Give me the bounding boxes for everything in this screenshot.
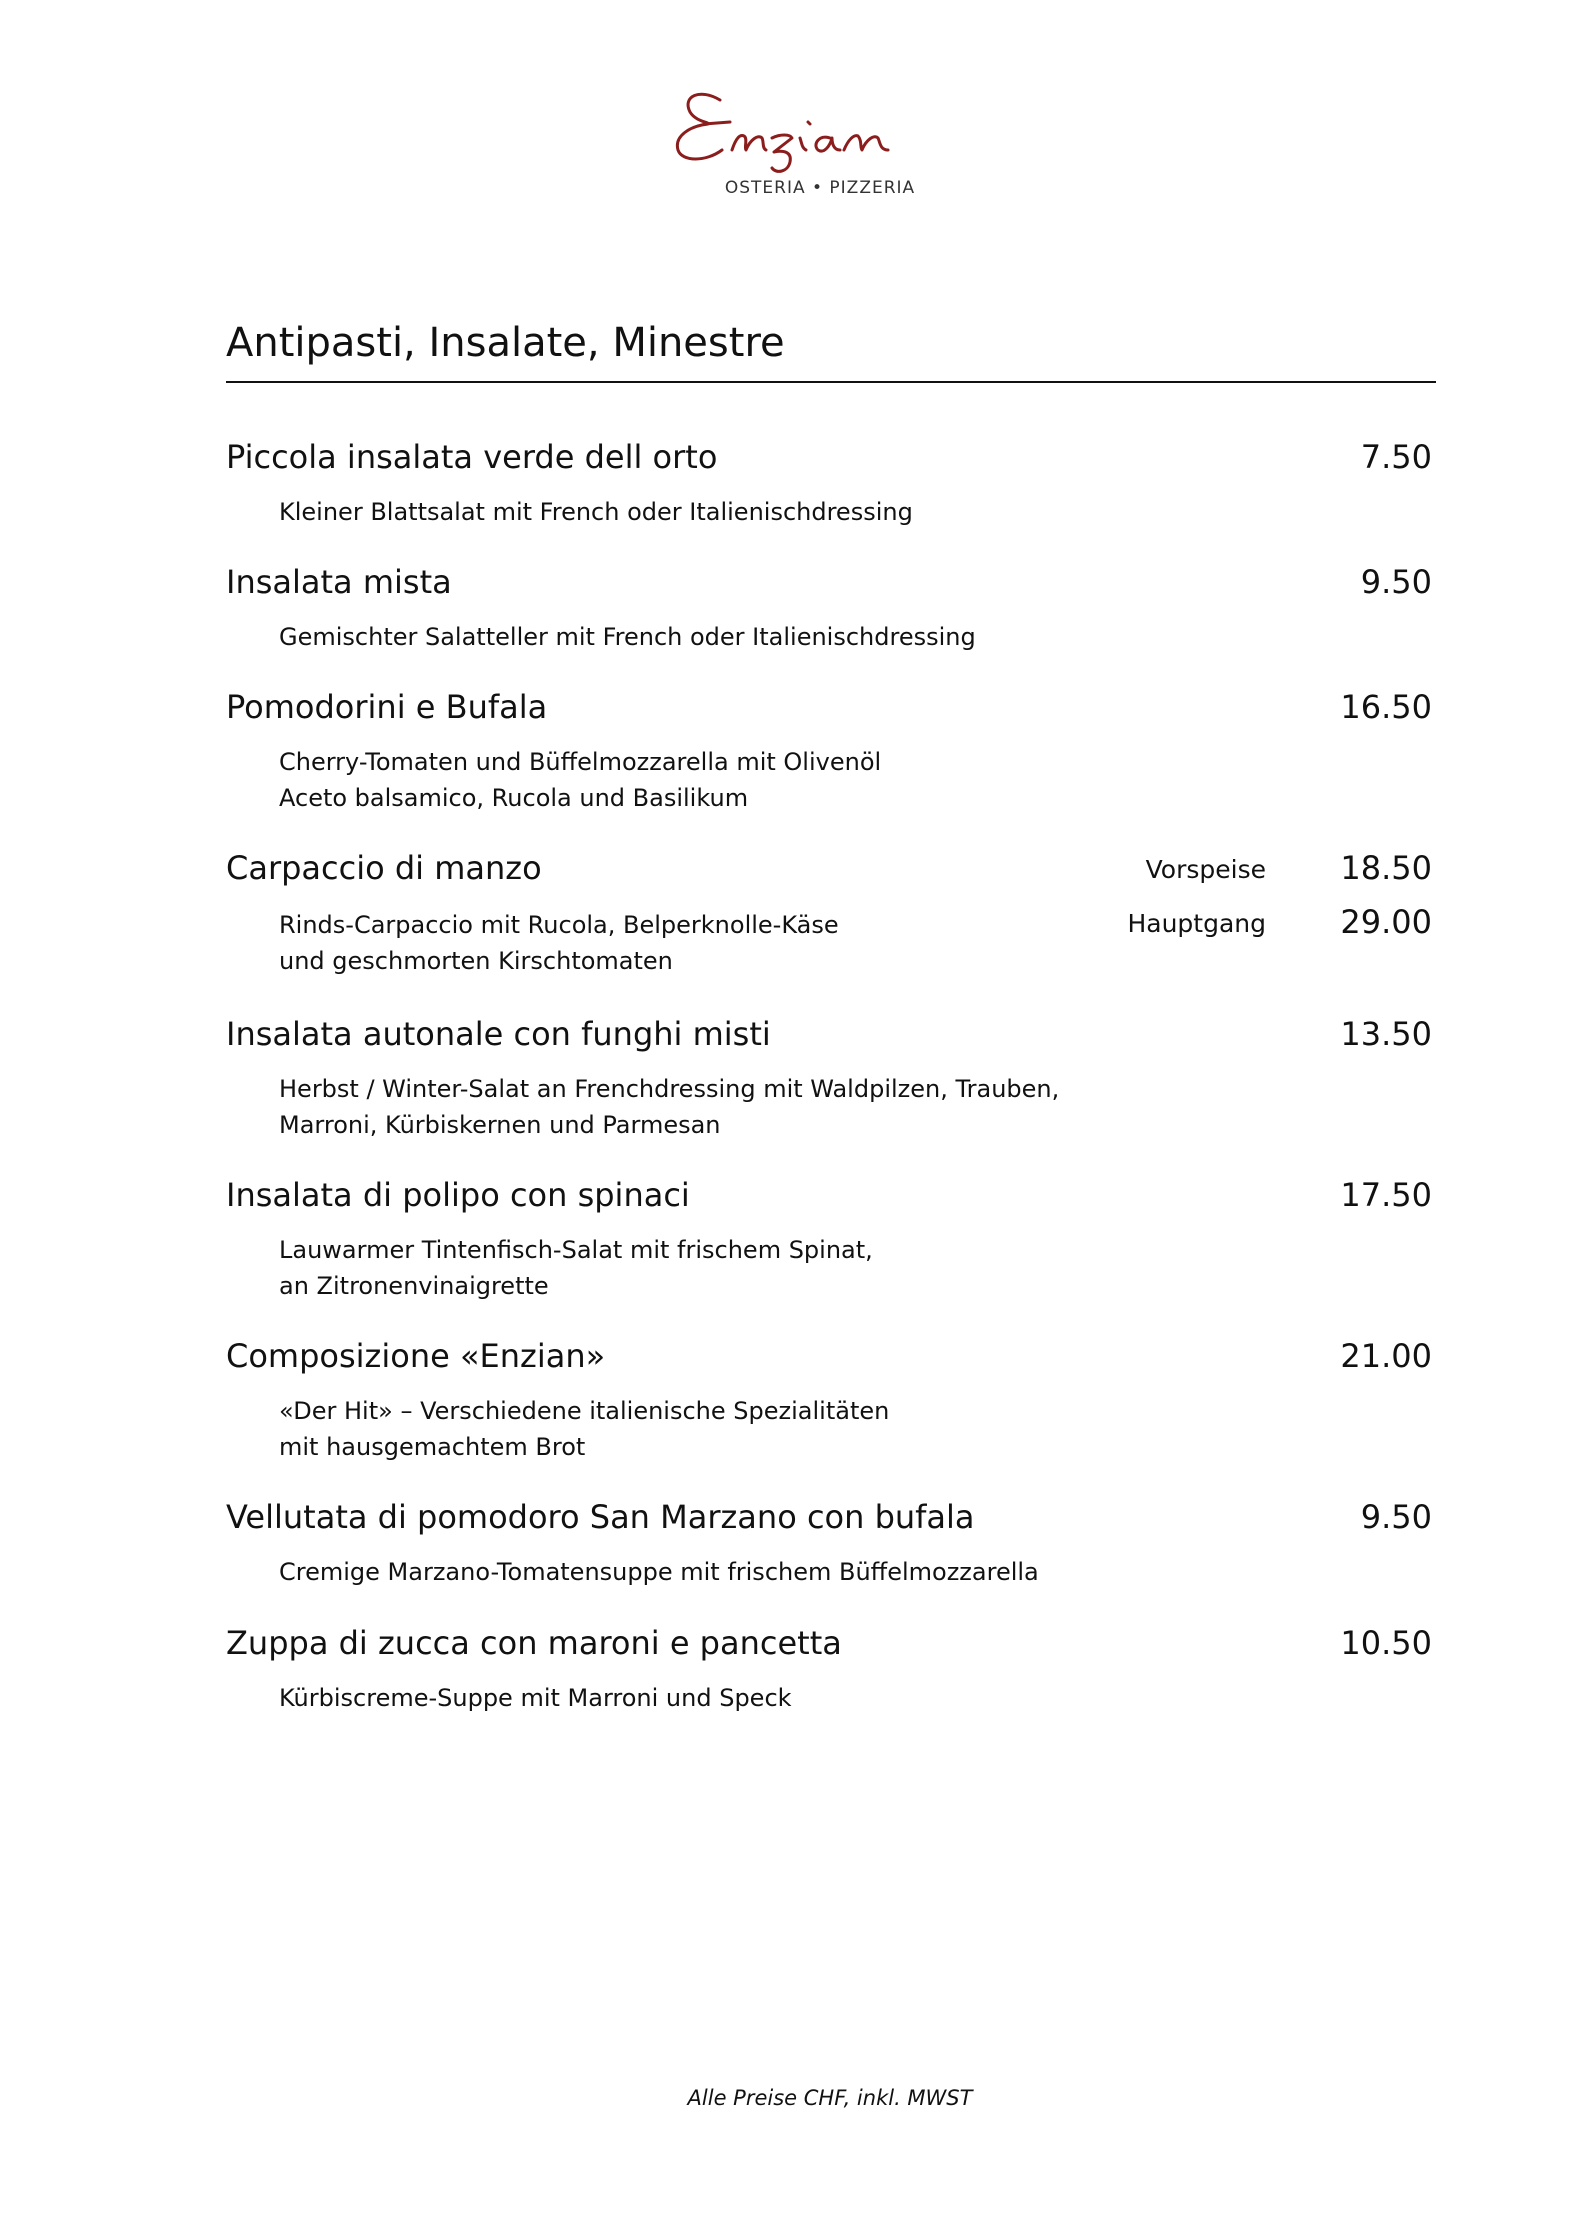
menu-item-description-line: Gemischter Salatteller mit French oder Italienischdressing	[279, 623, 976, 651]
menu-item-description-line: Herbst / Winter-Salat an Frenchdressing mit Waldpilzen, Trauben,	[279, 1075, 1060, 1103]
menu-item-description-line: Lauwarmer Tintenfisch-Salat mit frischem Spinat,	[279, 1236, 873, 1264]
menu-item-description	[279, 1680, 792, 1716]
menu-item-description	[279, 907, 839, 979]
menu-item-description	[279, 1554, 1039, 1590]
variant-label-starter: Vorspeise	[1145, 855, 1266, 884]
menu-item-description-line: und geschmorten Kirschtomaten	[279, 947, 673, 975]
menu-item-name: Carpaccio di manzo	[226, 849, 542, 887]
price-note: Alle Preise CHF, inkl. MWST	[687, 2086, 973, 2110]
menu-item-name: Composizione «Enzian»	[226, 1337, 606, 1375]
menu-item-description	[279, 494, 913, 530]
restaurant-logo	[660, 78, 1000, 208]
menu-item-price: 16.50	[1340, 688, 1432, 726]
menu-item-description	[279, 1232, 873, 1304]
menu-item-price: 9.50	[1360, 1498, 1432, 1536]
menu-item-price: 13.50	[1340, 1015, 1432, 1053]
menu-item-price: 10.50	[1340, 1624, 1432, 1662]
section-divider	[226, 381, 1436, 383]
menu-item-description-line: Aceto balsamico, Rucola und Basilikum	[279, 784, 749, 812]
menu-item-name: Insalata autonale con funghi misti	[226, 1015, 771, 1053]
menu-item-description-line: Kürbiscreme-Suppe mit Marroni und Speck	[279, 1684, 792, 1712]
variant-label-main: Hauptgang	[1127, 909, 1266, 938]
menu-item-name: Piccola insalata verde dell orto	[226, 438, 718, 476]
menu-item-name: Vellutata di pomodoro San Marzano con bufala	[226, 1498, 975, 1536]
menu-item-description	[279, 1393, 889, 1465]
menu-item-description-line: Cremige Marzano-Tomatensuppe mit frischem Büffelmozzarella	[279, 1558, 1039, 1586]
logo-subtitle: OSTERIA • PIZZERIA	[724, 178, 916, 198]
menu-item-price: 7.50	[1360, 438, 1432, 476]
menu-item-description	[279, 744, 881, 816]
menu-item-price: 9.50	[1360, 563, 1432, 601]
menu-item-price: 17.50	[1340, 1176, 1432, 1214]
menu-item-price: 21.00	[1340, 1337, 1432, 1375]
menu-item-description-line: Rinds-Carpaccio mit Rucola, Belperknolle-Käse	[279, 911, 839, 939]
menu-item-description	[279, 1071, 1059, 1143]
section-title: Antipasti, Insalate, Minestre	[226, 320, 785, 366]
menu-item-description-line: Kleiner Blattsalat mit French oder Italienischdressing	[279, 498, 913, 526]
menu-item-description-line: Cherry-Tomaten und Büffelmozzarella mit Olivenöl	[279, 748, 882, 776]
menu-item-name: Zuppa di zucca con maroni e pancetta	[226, 1624, 842, 1662]
menu-item-description-line: Marroni, Kürbiskernen und Parmesan	[279, 1111, 721, 1139]
menu-item-description-line: mit hausgemachtem Brot	[279, 1433, 586, 1461]
variant-price-main: 29.00	[1340, 903, 1432, 941]
variant-price-starter: 18.50	[1340, 849, 1432, 887]
menu-item-description-line: «Der Hit» – Verschiedene italienische Spezialitäten	[279, 1397, 890, 1425]
menu-item-name: Insalata mista	[226, 563, 452, 601]
menu-item-description-line: an Zitronenvinaigrette	[279, 1272, 549, 1300]
menu-item-name: Pomodorini e Bufala	[226, 688, 548, 726]
enzian-script-logo	[660, 78, 1000, 178]
menu-item-description	[279, 619, 976, 655]
menu-item-name: Insalata di polipo con spinaci	[226, 1176, 690, 1214]
